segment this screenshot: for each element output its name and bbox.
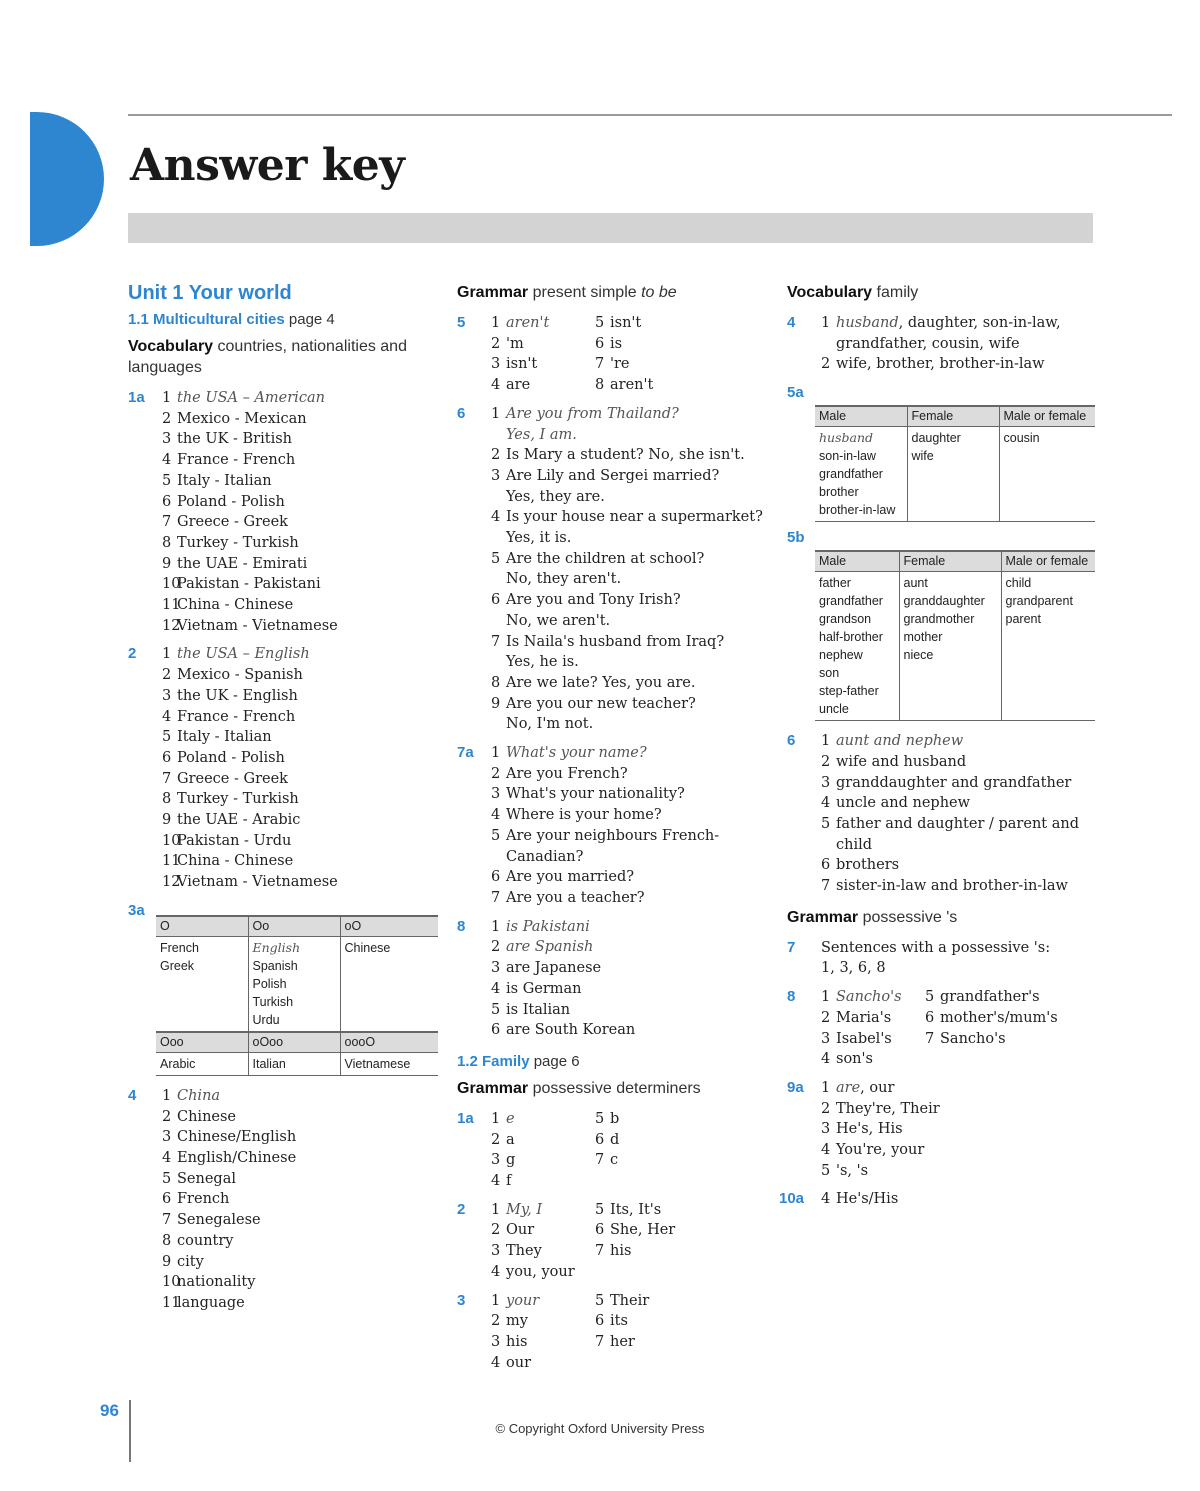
answer-line: 5 Are the children at school?: [491, 550, 705, 567]
answer-line: 8 aren't: [595, 377, 654, 394]
exercise-8: 8 1 Sancho's 2 Maria's 3 Isabel's 4 son's 5 grandfather's 6 mother's/mum's 7 Sancho's: [787, 987, 1097, 1070]
answer-line: 3 Are Lily and Sergei married?: [491, 467, 720, 484]
vocabulary-heading: Vocabulary countries, nationalities and languages: [128, 338, 407, 376]
column-1: [128, 280, 438, 1314]
exercise-3a: 3a O Oo oO French Greek English Spanish Polish Turkish Urdu Chinese Ooo oOoo oooO Arabic Italian Vietnamese: [128, 901, 438, 1076]
answer-line: 9 city: [162, 1253, 204, 1270]
answer-line: 11 language: [162, 1294, 245, 1311]
answer-list: [821, 1078, 1097, 1182]
answer-line: 6 French: [162, 1191, 230, 1208]
answer-list: [491, 1291, 595, 1374]
table-header-row: O Oo oO: [156, 916, 438, 937]
answer-list: [595, 1109, 767, 1192]
answer-line: 3 the UK - English: [162, 687, 298, 704]
answer-list: [162, 388, 438, 636]
exercise-4: 4 1 China 2 Chinese 3 Chinese/English 4 English/Chinese 5 Senegal 6 French 7 Senegalese 8 country 9 city 10 nationality 11 language: [128, 1086, 438, 1314]
answer-line: 8 Turkey - Turkish: [162, 534, 299, 551]
answer-line: Canadian?: [506, 848, 584, 865]
answer-list: [821, 1189, 1097, 1210]
answer-line: 1 aren't: [491, 315, 550, 331]
answer-line: 7 his: [595, 1243, 632, 1260]
answer-line: 2 my: [491, 1313, 528, 1330]
answer-line: 3 They: [491, 1243, 542, 1260]
answer-line: 12 Vietnam - Vietnamese: [162, 874, 338, 891]
table-row: French Greek English Spanish Polish Turkish Urdu Chinese: [156, 936, 438, 1032]
answer-line: 1 e: [491, 1110, 515, 1127]
answer-line: 5 b: [595, 1110, 620, 1127]
answer-list: [491, 313, 595, 396]
answer-line: 1 China: [162, 1087, 221, 1104]
answer-line: 1 your: [491, 1292, 540, 1309]
answer-line: 2 'm: [491, 335, 524, 352]
answer-line: 1 husband, daughter, son-in-law,: [821, 315, 1061, 331]
answer-list: [491, 743, 767, 909]
answer-list: [491, 1200, 595, 1283]
answer-line: 7 're: [595, 356, 630, 373]
answer-line: 6 are South Korean: [491, 1022, 636, 1039]
answer-line: No, they aren't.: [506, 571, 622, 588]
answer-line: 6 Are you married?: [491, 869, 634, 886]
answer-line: 10 Pakistan - Urdu: [162, 832, 292, 849]
column-3: [779, 280, 1097, 1210]
answer-list: [491, 917, 767, 1041]
answer-line: Yes, it is.: [506, 530, 572, 547]
page-number: 96: [100, 1401, 119, 1420]
answer-line: 8 country: [162, 1232, 234, 1249]
answer-list: [595, 1291, 767, 1374]
answer-line: 2 wife and husband: [821, 753, 967, 770]
answer-line: 2 Is Mary a student? No, she isn't.: [491, 447, 745, 464]
answer-line: 4 Where is your home?: [491, 807, 662, 824]
table-row: father grandfather grandson half-brother nephew son step-father uncle aunt granddaughter grandmother mother niece child grandparent parent: [815, 572, 1095, 721]
answer-line: 6 Poland - Polish: [162, 749, 285, 766]
grammar-heading: Grammar present simple to be: [457, 284, 677, 301]
answer-list: [491, 1109, 595, 1192]
answer-line: 5 Are your neighbours French-: [491, 827, 720, 844]
answer-list: [595, 1200, 767, 1283]
answer-line: 3 isn't: [491, 356, 538, 373]
grammar-heading: Grammar possessive 's: [787, 908, 958, 926]
answer-line: 3 Chinese/English: [162, 1129, 297, 1146]
answer-line: 11 China - Chinese: [162, 853, 294, 870]
answer-line: 2 They're, Their: [821, 1100, 940, 1117]
answer-line: 1 is Pakistani: [491, 918, 590, 935]
section-title: 1.1 Multicultural cities page 4: [128, 311, 335, 328]
answer-line: 3 the UK - British: [162, 431, 292, 448]
answer-list: [162, 1086, 438, 1314]
answer-line: 5 grandfather's: [925, 989, 1040, 1006]
exercise-3: 3 1 your 2 my 3 his 4 our 5 Their 6 its 7 her: [457, 1291, 767, 1374]
chapter-tab: [30, 112, 104, 246]
answer-line: 3 granddaughter and grandfather: [821, 774, 1072, 791]
answer-line: 4 He's/His: [821, 1191, 899, 1208]
exercise-4: 4 1 husband, daughter, son-in-law, grandfather, cousin, wife 2 wife, brother, brother-in-law: [787, 313, 1097, 375]
family-table-5a: [815, 405, 1095, 522]
answer-line: 4 You're, your: [821, 1142, 925, 1159]
answer-line: 4 uncle and nephew: [821, 795, 971, 812]
answer-line: 4 France - French: [162, 708, 296, 725]
answer-line: grandfather, cousin, wife: [836, 335, 1020, 352]
table-row: Arabic Italian Vietnamese: [156, 1052, 438, 1075]
answer-line: 5 isn't: [595, 315, 642, 331]
answer-line: 4 is German: [491, 980, 582, 997]
answer-line: 6 d: [595, 1131, 620, 1148]
answer-line: 11 China - Chinese: [162, 597, 294, 614]
answer-line: 5 Italy - Italian: [162, 729, 272, 746]
answer-line: 9 the UAE - Arabic: [162, 812, 301, 829]
answer-list: [821, 938, 1097, 979]
answer-list: [595, 313, 767, 396]
answer-line: 3 g: [491, 1152, 516, 1169]
answer-line: Yes, I am.: [506, 426, 577, 443]
answer-line: 2 Are you French?: [491, 765, 628, 782]
column-2: [457, 280, 767, 1373]
answer-line: 4 you, your: [491, 1263, 575, 1280]
answer-line: 1 the USA – American: [162, 390, 325, 406]
exercise-8: 8 1 is Pakistani 2 are Spanish 3 are Japanese 4 is German 5 is Italian 6 are South Korean: [457, 917, 767, 1041]
answer-line: 4 son's: [821, 1051, 873, 1068]
table-row: husband son-in-law grandfather brother brother-in-law daughter wife cousin: [815, 427, 1095, 522]
answer-line: 2 wife, brother, brother-in-law: [821, 356, 1045, 373]
answer-line: 2 Our: [491, 1222, 535, 1239]
answer-list: [925, 987, 1097, 1070]
answer-line: 7 Is Naila's husband from Iraq?: [491, 633, 725, 650]
answer-line: 6 is: [595, 335, 623, 352]
answer-line: 2 are Spanish: [491, 939, 594, 956]
exercise-5: 5 1 aren't 2 'm 3 isn't 4 are 5 isn't 6 is 7 're 8 aren't: [457, 313, 767, 396]
answer-line: 7 Are you a teacher?: [491, 889, 645, 906]
answer-line: 7 Greece - Greek: [162, 514, 288, 531]
answer-line: 1 are, our: [821, 1079, 895, 1096]
unit-title: Unit 1 Your world: [128, 282, 292, 304]
answer-line: 2 Chinese: [162, 1108, 237, 1125]
answer-line: 6 She, Her: [595, 1222, 676, 1239]
answer-line: 6 mother's/mum's: [925, 1009, 1058, 1026]
answer-line: 12 Vietnam - Vietnamese: [162, 617, 338, 634]
answer-line: 3 He's, His: [821, 1121, 903, 1138]
exercise-7a: 7a 1 What's your name? 2 Are you French? 3 What's your nationality? 4 Where is your home? 5 Are your neighbours French- Canadian? 6 Are you married? 7 Are you a teacher?: [457, 743, 767, 909]
answer-line: 2 Maria's: [821, 1009, 892, 1026]
answer-line: 1 aunt and nephew: [821, 733, 964, 750]
answer-line: 1 Are you from Thailand?: [491, 405, 679, 422]
page-title: Answer key: [130, 140, 405, 191]
answer-line: No, I'm not.: [506, 716, 594, 733]
answer-line: 6 Poland - Polish: [162, 493, 285, 510]
answer-line: 5 's, 's: [821, 1162, 869, 1179]
answer-list: [821, 987, 925, 1070]
answer-line: 3 What's your nationality?: [491, 786, 685, 803]
answer-line: 8 Turkey - Turkish: [162, 791, 299, 808]
header-band: [128, 213, 1093, 243]
exercise-9a: 9a 1 are, our 2 They're, Their 3 He's, His 4 You're, your 5 's, 's: [787, 1078, 1097, 1182]
answer-line: 2 Mexico - Mexican: [162, 410, 307, 427]
answer-line: 4 Is your house near a supermarket?: [491, 509, 763, 526]
answer-line: 5 is Italian: [491, 1001, 571, 1018]
answer-line: 10 nationality: [162, 1274, 256, 1291]
answer-line: Yes, he is.: [506, 654, 579, 671]
exercise-1a: 1a 1 the USA – American 2 Mexico - Mexican 3 the UK - British 4 France - French 5 Italy - Italian 6 Poland - Polish 7 Greece - Greek 8 Turkey - Turkish 9 the UAE - Emirati 10 Pakistan - Pakistani 11 China - Chinese 12 Vietnam - Vietnamese: [128, 388, 438, 636]
answer-line: 6 Are you and Tony Irish?: [491, 592, 681, 609]
answer-line: 5 father and daughter / parent and: [821, 815, 1079, 832]
exercise-10a: 10a 4 He's/His: [779, 1189, 1097, 1210]
answer-line: 7 her: [595, 1333, 635, 1350]
answer-line: No, we aren't.: [506, 612, 611, 629]
answer-line: 9 Are you our new teacher?: [491, 695, 696, 712]
exercise-5a: 5a: [787, 384, 804, 402]
answer-line: 4 f: [491, 1173, 512, 1190]
answer-line: 3 are Japanese: [491, 960, 602, 977]
answer-line: 4 France - French: [162, 452, 296, 469]
vocabulary-heading: Vocabulary family: [787, 284, 919, 301]
table-header-row: Male Female Male or female: [815, 406, 1095, 427]
section-title: 1.2 Family page 6: [457, 1052, 580, 1070]
answer-line: 5 Their: [595, 1292, 650, 1309]
answer-line: 1 What's your name?: [491, 745, 647, 762]
exercise-2: 2 1 My, I 2 Our 3 They 4 you, your 5 Its, It's 6 She, Her 7 his: [457, 1200, 767, 1283]
answer-line: 6 its: [595, 1313, 628, 1330]
answer-line: 9 the UAE - Emirati: [162, 555, 308, 572]
answer-line: 1 Sancho's: [821, 989, 902, 1006]
answer-line: 2 a: [491, 1131, 515, 1148]
answer-line: 7 c: [595, 1152, 619, 1169]
answer-line: 6 brothers: [821, 857, 900, 874]
exercise-5b: 5b: [787, 529, 805, 547]
answer-list: [491, 404, 767, 735]
answer-line: 8 Are we late? Yes, you are.: [491, 674, 696, 691]
table-header-row: Male Female Male or female: [815, 551, 1095, 572]
copyright-notice: © Copyright Oxford University Press: [495, 1421, 705, 1436]
answer-line: 7 sister-in-law and brother-in-law: [821, 878, 1068, 895]
answer-line: 7 Greece - Greek: [162, 770, 288, 787]
stress-table: [156, 915, 438, 1076]
answer-line: 4 our: [491, 1354, 531, 1371]
top-rule: [128, 114, 1172, 116]
exercise-2: 2 1 the USA – English 2 Mexico - Spanish 3 the UK - English 4 France - French 5 Italy - Italian 6 Poland - Polish 7 Greece - Greek 8 Turkey - Turkish 9 the UAE - Arabic 10 Pakistan - Urdu 11 China - Chinese 12 Vietnam - Vietnamese: [128, 644, 438, 892]
answer-line: 3 his: [491, 1333, 528, 1350]
answer-line: 10 Pakistan - Pakistani: [162, 576, 321, 593]
answer-line: 1 the USA – English: [162, 646, 310, 663]
answer-line: 7 Sancho's: [925, 1030, 1006, 1047]
answer-line: Yes, they are.: [506, 488, 605, 505]
exercise-6: 6 1 Are you from Thailand? Yes, I am. 2 Is Mary a student? No, she isn't. 3 Are Lily and Sergei married? Yes, they are. 4 Is your house near a supermarket? Yes, it is. 5 Are the children at school? No, they aren't. 6 Are you and Tony Irish? No, we aren't. 7 Is Naila's husband from Iraq? Yes, he is. 8 Are we late? Yes, you are. 9 Are you our new teacher? No, I'm not.: [457, 404, 767, 735]
family-table-5b: [815, 550, 1095, 721]
answer-line: 5 Senegal: [162, 1170, 236, 1187]
table-header-row: Ooo oOoo oooO: [156, 1032, 438, 1053]
exercise-7: 7 Sentences with a possessive 's: 1, 3, 6, 8: [787, 938, 1097, 979]
answer-line: 4 are: [491, 377, 531, 394]
answer-line: 4 English/Chinese: [162, 1149, 297, 1166]
answer-line: child: [836, 836, 873, 853]
answer-list: [162, 644, 438, 892]
answer-line: 1, 3, 6, 8: [821, 960, 886, 977]
grammar-heading: Grammar possessive determiners: [457, 1079, 701, 1097]
answer-line: 3 Isabel's: [821, 1030, 892, 1047]
answer-line: Sentences with a possessive 's:: [821, 939, 1051, 956]
answer-line: 5 Italy - Italian: [162, 472, 272, 489]
exercise-6: 6 1 aunt and nephew 2 wife and husband 3 granddaughter and grandfather 4 uncle and nephew 5 father and daughter / parent and child 6 brothers 7 sister-in-law and brother-in-law: [787, 731, 1097, 897]
answer-line: 5 Its, It's: [595, 1201, 662, 1218]
answer-line: 7 Senegalese: [162, 1212, 261, 1229]
answer-line: 1 My, I: [491, 1201, 543, 1218]
answer-line: 2 Mexico - Spanish: [162, 667, 303, 684]
exercise-1a: 1a 1 e 2 a 3 g 4 f 5 b 6 d 7 c: [457, 1109, 767, 1192]
answer-list: [821, 313, 1097, 375]
answer-list: [821, 731, 1097, 897]
